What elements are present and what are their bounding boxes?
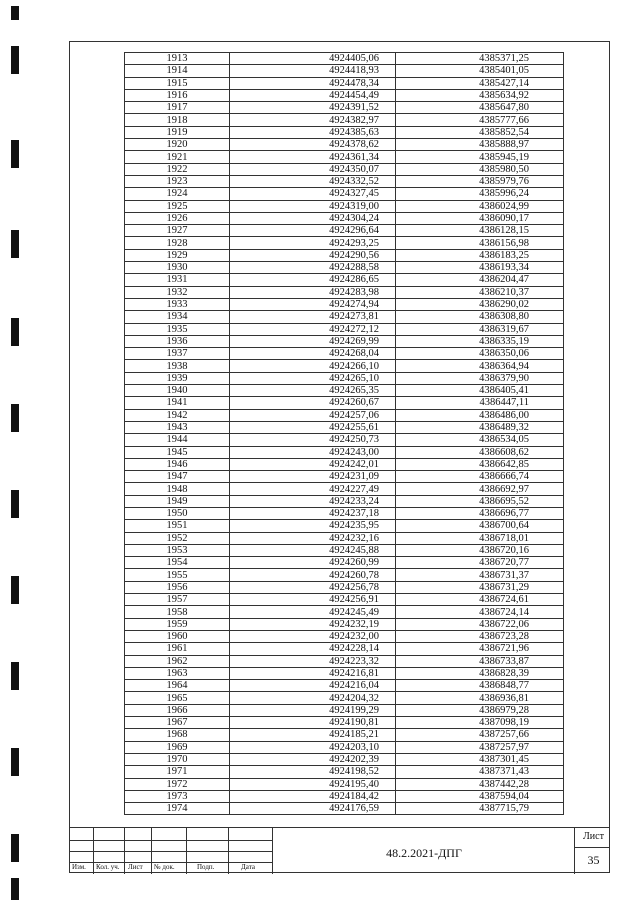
x-coordinate-cell: 4924195,40 (230, 778, 396, 790)
y-coordinate-cell: 4386936,81 (396, 692, 564, 704)
title-block-col-line (228, 828, 229, 874)
y-coordinate-cell: 4386379,90 (396, 372, 564, 384)
title-block-col-line (151, 828, 152, 874)
point-number-cell: 1933 (125, 298, 230, 310)
table-row (125, 544, 564, 556)
point-number-cell: 1925 (125, 200, 230, 212)
x-coordinate-cell: 4924293,25 (230, 237, 396, 249)
y-coordinate-cell: 4387594,04 (396, 790, 564, 802)
point-number-cell: 1937 (125, 348, 230, 360)
y-coordinate-cell: 4387257,97 (396, 741, 564, 753)
table-row (125, 311, 564, 323)
x-coordinate-cell: 4924237,18 (230, 507, 396, 519)
x-coordinate-cell: 4924319,00 (230, 200, 396, 212)
point-number-cell: 1966 (125, 704, 230, 716)
table-row (125, 766, 564, 778)
point-number-cell: 1942 (125, 409, 230, 421)
point-number-cell: 1923 (125, 175, 230, 187)
y-coordinate-cell: 4386447,11 (396, 397, 564, 409)
x-coordinate-cell: 4924405,06 (230, 53, 396, 65)
x-coordinate-cell: 4924265,35 (230, 385, 396, 397)
point-number-cell: 1960 (125, 630, 230, 642)
x-coordinate-cell: 4924199,29 (230, 704, 396, 716)
x-coordinate-cell: 4924260,78 (230, 569, 396, 581)
table-row (125, 360, 564, 372)
y-coordinate-cell: 4386364,94 (396, 360, 564, 372)
x-coordinate-cell: 4924378,62 (230, 139, 396, 151)
point-number-cell: 1932 (125, 286, 230, 298)
x-coordinate-cell: 4924260,67 (230, 397, 396, 409)
y-coordinate-cell: 4386724,61 (396, 594, 564, 606)
y-coordinate-cell: 4386128,15 (396, 225, 564, 237)
y-coordinate-cell: 4386696,77 (396, 507, 564, 519)
table-row (125, 298, 564, 310)
binder-mark (11, 834, 19, 862)
point-number-cell: 1926 (125, 212, 230, 224)
point-number-cell: 1963 (125, 667, 230, 679)
sheet-number: 35 (587, 853, 600, 867)
x-coordinate-cell: 4924268,04 (230, 348, 396, 360)
x-coordinate-cell: 4924242,01 (230, 458, 396, 470)
point-number-cell: 1950 (125, 507, 230, 519)
stamp-label-date: Дата (241, 863, 255, 871)
title-block-col-line (574, 828, 575, 874)
y-coordinate-cell: 4385945,19 (396, 151, 564, 163)
x-coordinate-cell: 4924361,34 (230, 151, 396, 163)
table-row (125, 741, 564, 753)
table-row (125, 704, 564, 716)
y-coordinate-cell: 4386724,14 (396, 606, 564, 618)
title-block-col-line (93, 828, 94, 874)
y-coordinate-cell: 4386718,01 (396, 532, 564, 544)
y-coordinate-cell: 4387257,66 (396, 729, 564, 741)
point-number-cell: 1938 (125, 360, 230, 372)
title-block-col-line (186, 828, 187, 874)
y-coordinate-cell: 4385980,50 (396, 163, 564, 175)
x-coordinate-cell: 4924478,34 (230, 77, 396, 89)
table-row (125, 175, 564, 187)
point-number-cell: 1935 (125, 323, 230, 335)
x-coordinate-cell: 4924385,63 (230, 126, 396, 138)
x-coordinate-cell: 4924274,94 (230, 298, 396, 310)
x-coordinate-cell: 4924256,78 (230, 581, 396, 593)
table-row (125, 729, 564, 741)
x-coordinate-cell: 4924332,52 (230, 175, 396, 187)
point-number-cell: 1962 (125, 655, 230, 667)
x-coordinate-cell: 4924418,93 (230, 65, 396, 77)
point-number-cell: 1927 (125, 225, 230, 237)
table-row (125, 790, 564, 802)
table-row (125, 483, 564, 495)
binder-mark (11, 230, 19, 258)
stamp-label-kol-uch: Кол. уч. (96, 863, 120, 871)
table-row (125, 114, 564, 126)
x-coordinate-cell: 4924243,00 (230, 446, 396, 458)
y-coordinate-cell: 4386486,00 (396, 409, 564, 421)
x-coordinate-cell: 4924223,32 (230, 655, 396, 667)
point-number-cell: 1940 (125, 385, 230, 397)
point-number-cell: 1945 (125, 446, 230, 458)
table-row (125, 606, 564, 618)
x-coordinate-cell: 4924245,88 (230, 544, 396, 556)
table-row (125, 618, 564, 630)
x-coordinate-cell: 4924233,24 (230, 495, 396, 507)
point-number-cell: 1955 (125, 569, 230, 581)
table-row (125, 717, 564, 729)
table-row (125, 348, 564, 360)
table-row (125, 249, 564, 261)
coordinates-table (124, 52, 564, 815)
point-number-cell: 1936 (125, 335, 230, 347)
y-coordinate-cell: 4386848,77 (396, 680, 564, 692)
table-row (125, 200, 564, 212)
y-coordinate-cell: 4385371,25 (396, 53, 564, 65)
y-coordinate-cell: 4386534,05 (396, 434, 564, 446)
y-coordinate-cell: 4386090,17 (396, 212, 564, 224)
table-row (125, 471, 564, 483)
table-row (125, 507, 564, 519)
x-coordinate-cell: 4924228,14 (230, 643, 396, 655)
point-number-cell: 1939 (125, 372, 230, 384)
sheet-cell-line (574, 847, 610, 848)
table-row (125, 643, 564, 655)
table-row (125, 151, 564, 163)
table-row (125, 89, 564, 101)
point-number-cell: 1973 (125, 790, 230, 802)
table-row (125, 53, 564, 65)
table-row (125, 458, 564, 470)
table-row (125, 594, 564, 606)
x-coordinate-cell: 4924203,10 (230, 741, 396, 753)
x-coordinate-cell: 4924391,52 (230, 102, 396, 114)
x-coordinate-cell: 4924350,07 (230, 163, 396, 175)
point-number-cell: 1974 (125, 803, 230, 815)
point-number-cell: 1949 (125, 495, 230, 507)
x-coordinate-cell: 4924216,04 (230, 680, 396, 692)
y-coordinate-cell: 4385888,97 (396, 139, 564, 151)
y-coordinate-cell: 4386733,87 (396, 655, 564, 667)
point-number-cell: 1972 (125, 778, 230, 790)
point-number-cell: 1954 (125, 557, 230, 569)
x-coordinate-cell: 4924216,81 (230, 667, 396, 679)
x-coordinate-cell: 4924255,61 (230, 421, 396, 433)
table-row (125, 323, 564, 335)
table-row (125, 385, 564, 397)
table-row (125, 667, 564, 679)
table-row (125, 495, 564, 507)
x-coordinate-cell: 4924290,56 (230, 249, 396, 261)
y-coordinate-cell: 4386722,06 (396, 618, 564, 630)
table-row (125, 532, 564, 544)
point-number-cell: 1924 (125, 188, 230, 200)
table-row (125, 630, 564, 642)
table-row (125, 778, 564, 790)
x-coordinate-cell: 4924296,64 (230, 225, 396, 237)
point-number-cell: 1916 (125, 89, 230, 101)
point-number-cell: 1928 (125, 237, 230, 249)
x-coordinate-cell: 4924184,42 (230, 790, 396, 802)
point-number-cell: 1956 (125, 581, 230, 593)
y-coordinate-cell: 4387371,43 (396, 766, 564, 778)
point-number-cell: 1914 (125, 65, 230, 77)
x-coordinate-cell: 4924190,81 (230, 717, 396, 729)
x-coordinate-cell: 4924250,73 (230, 434, 396, 446)
y-coordinate-cell: 4385634,92 (396, 89, 564, 101)
point-number-cell: 1930 (125, 262, 230, 274)
x-coordinate-cell: 4924185,21 (230, 729, 396, 741)
x-coordinate-cell: 4924266,10 (230, 360, 396, 372)
stamp-label-izm: Изм. (72, 863, 86, 871)
table-row (125, 139, 564, 151)
x-coordinate-cell: 4924265,10 (230, 372, 396, 384)
point-number-cell: 1965 (125, 692, 230, 704)
point-number-cell: 1922 (125, 163, 230, 175)
point-number-cell: 1964 (125, 680, 230, 692)
x-coordinate-cell: 4924232,19 (230, 618, 396, 630)
point-number-cell: 1969 (125, 741, 230, 753)
title-block-row-line (69, 840, 272, 841)
y-coordinate-cell: 4386692,97 (396, 483, 564, 495)
point-number-cell: 1947 (125, 471, 230, 483)
binder-mark (11, 490, 19, 518)
point-number-cell: 1957 (125, 594, 230, 606)
point-number-cell: 1948 (125, 483, 230, 495)
point-number-cell: 1920 (125, 139, 230, 151)
table-row (125, 655, 564, 667)
x-coordinate-cell: 4924273,81 (230, 311, 396, 323)
x-coordinate-cell: 4924235,95 (230, 520, 396, 532)
y-coordinate-cell: 4386024,99 (396, 200, 564, 212)
y-coordinate-cell: 4386193,34 (396, 262, 564, 274)
x-coordinate-cell: 4924382,97 (230, 114, 396, 126)
y-coordinate-cell: 4387715,79 (396, 803, 564, 815)
x-coordinate-cell: 4924304,24 (230, 212, 396, 224)
table-row (125, 569, 564, 581)
y-coordinate-cell: 4385996,24 (396, 188, 564, 200)
table-row (125, 262, 564, 274)
y-coordinate-cell: 4386723,28 (396, 630, 564, 642)
y-coordinate-cell: 4385777,66 (396, 114, 564, 126)
table-row (125, 692, 564, 704)
binder-mark (11, 404, 19, 432)
table-row (125, 803, 564, 815)
x-coordinate-cell: 4924176,59 (230, 803, 396, 815)
table-row (125, 753, 564, 765)
table-row (125, 446, 564, 458)
x-coordinate-cell: 4924327,45 (230, 188, 396, 200)
table-row (125, 397, 564, 409)
y-coordinate-cell: 4386695,52 (396, 495, 564, 507)
y-coordinate-cell: 4386731,29 (396, 581, 564, 593)
x-coordinate-cell: 4924227,49 (230, 483, 396, 495)
y-coordinate-cell: 4386642,85 (396, 458, 564, 470)
y-coordinate-cell: 4386608,62 (396, 446, 564, 458)
x-coordinate-cell: 4924260,99 (230, 557, 396, 569)
stamp-label-signature: Подп. (197, 863, 215, 871)
point-number-cell: 1967 (125, 717, 230, 729)
y-coordinate-cell: 4387301,45 (396, 753, 564, 765)
binder-mark (11, 140, 19, 168)
y-coordinate-cell: 4386489,32 (396, 421, 564, 433)
y-coordinate-cell: 4386720,77 (396, 557, 564, 569)
x-coordinate-cell: 4924257,06 (230, 409, 396, 421)
point-number-cell: 1959 (125, 618, 230, 630)
point-number-cell: 1918 (125, 114, 230, 126)
x-coordinate-cell: 4924286,65 (230, 274, 396, 286)
table-row (125, 335, 564, 347)
stamp-label-list: Лист (128, 863, 143, 871)
point-number-cell: 1952 (125, 532, 230, 544)
coordinates-table-body (125, 53, 564, 815)
x-coordinate-cell: 4924288,58 (230, 262, 396, 274)
table-row (125, 65, 564, 77)
point-number-cell: 1934 (125, 311, 230, 323)
table-row (125, 102, 564, 114)
binder-mark (11, 576, 19, 604)
y-coordinate-cell: 4386183,25 (396, 249, 564, 261)
point-number-cell: 1961 (125, 643, 230, 655)
table-row (125, 212, 564, 224)
x-coordinate-cell: 4924256,91 (230, 594, 396, 606)
y-coordinate-cell: 4386204,47 (396, 274, 564, 286)
table-row (125, 188, 564, 200)
y-coordinate-cell: 4386335,19 (396, 335, 564, 347)
y-coordinate-cell: 4386156,98 (396, 237, 564, 249)
x-coordinate-cell: 4924198,52 (230, 766, 396, 778)
binder-mark (11, 6, 19, 20)
table-row (125, 434, 564, 446)
table-row (125, 274, 564, 286)
title-block-row-line (69, 851, 272, 852)
y-coordinate-cell: 4386828,39 (396, 667, 564, 679)
title-block-col-line (272, 828, 273, 874)
y-coordinate-cell: 4386350,06 (396, 348, 564, 360)
table-row (125, 372, 564, 384)
point-number-cell: 1968 (125, 729, 230, 741)
point-number-cell: 1970 (125, 753, 230, 765)
table-row (125, 163, 564, 175)
x-coordinate-cell: 4924231,09 (230, 471, 396, 483)
y-coordinate-cell: 4387442,28 (396, 778, 564, 790)
table-row (125, 581, 564, 593)
table-row (125, 421, 564, 433)
table-row (125, 237, 564, 249)
point-number-cell: 1921 (125, 151, 230, 163)
point-number-cell: 1953 (125, 544, 230, 556)
y-coordinate-cell: 4386666,74 (396, 471, 564, 483)
binder-mark (11, 748, 19, 776)
binder-mark (11, 318, 19, 346)
binder-mark (11, 46, 19, 74)
y-coordinate-cell: 4386319,67 (396, 323, 564, 335)
y-coordinate-cell: 4386731,37 (396, 569, 564, 581)
point-number-cell: 1919 (125, 126, 230, 138)
point-number-cell: 1946 (125, 458, 230, 470)
x-coordinate-cell: 4924202,39 (230, 753, 396, 765)
y-coordinate-cell: 4386405,41 (396, 385, 564, 397)
y-coordinate-cell: 4386210,37 (396, 286, 564, 298)
y-coordinate-cell: 4385647,80 (396, 102, 564, 114)
table-row (125, 225, 564, 237)
point-number-cell: 1951 (125, 520, 230, 532)
document-code: 48.2.2021-ДПГ (386, 846, 462, 860)
y-coordinate-cell: 4386979,28 (396, 704, 564, 716)
table-row (125, 77, 564, 89)
title-block (69, 827, 610, 874)
table-row (125, 409, 564, 421)
binder-mark (11, 878, 19, 900)
table-row (125, 520, 564, 532)
x-coordinate-cell: 4924232,00 (230, 630, 396, 642)
y-coordinate-cell: 4385401,05 (396, 65, 564, 77)
point-number-cell: 1958 (125, 606, 230, 618)
y-coordinate-cell: 4386290,02 (396, 298, 564, 310)
x-coordinate-cell: 4924232,16 (230, 532, 396, 544)
x-coordinate-cell: 4924269,99 (230, 335, 396, 347)
point-number-cell: 1931 (125, 274, 230, 286)
x-coordinate-cell: 4924454,49 (230, 89, 396, 101)
table-row (125, 286, 564, 298)
y-coordinate-cell: 4385852,54 (396, 126, 564, 138)
stamp-label-doc-number: № док. (154, 863, 175, 871)
y-coordinate-cell: 4387098,19 (396, 717, 564, 729)
y-coordinate-cell: 4385427,14 (396, 77, 564, 89)
title-block-col-line (124, 828, 125, 874)
x-coordinate-cell: 4924283,98 (230, 286, 396, 298)
point-number-cell: 1929 (125, 249, 230, 261)
point-number-cell: 1943 (125, 421, 230, 433)
y-coordinate-cell: 4386720,16 (396, 544, 564, 556)
x-coordinate-cell: 4924204,32 (230, 692, 396, 704)
point-number-cell: 1941 (125, 397, 230, 409)
y-coordinate-cell: 4386721,96 (396, 643, 564, 655)
x-coordinate-cell: 4924272,12 (230, 323, 396, 335)
y-coordinate-cell: 4385979,76 (396, 175, 564, 187)
sheet-label: Лист (583, 831, 604, 842)
x-coordinate-cell: 4924245,49 (230, 606, 396, 618)
table-row (125, 126, 564, 138)
table-row (125, 680, 564, 692)
point-number-cell: 1915 (125, 77, 230, 89)
point-number-cell: 1913 (125, 53, 230, 65)
table-row (125, 557, 564, 569)
point-number-cell: 1944 (125, 434, 230, 446)
y-coordinate-cell: 4386308,80 (396, 311, 564, 323)
point-number-cell: 1971 (125, 766, 230, 778)
y-coordinate-cell: 4386700,64 (396, 520, 564, 532)
point-number-cell: 1917 (125, 102, 230, 114)
binder-mark (11, 662, 19, 690)
